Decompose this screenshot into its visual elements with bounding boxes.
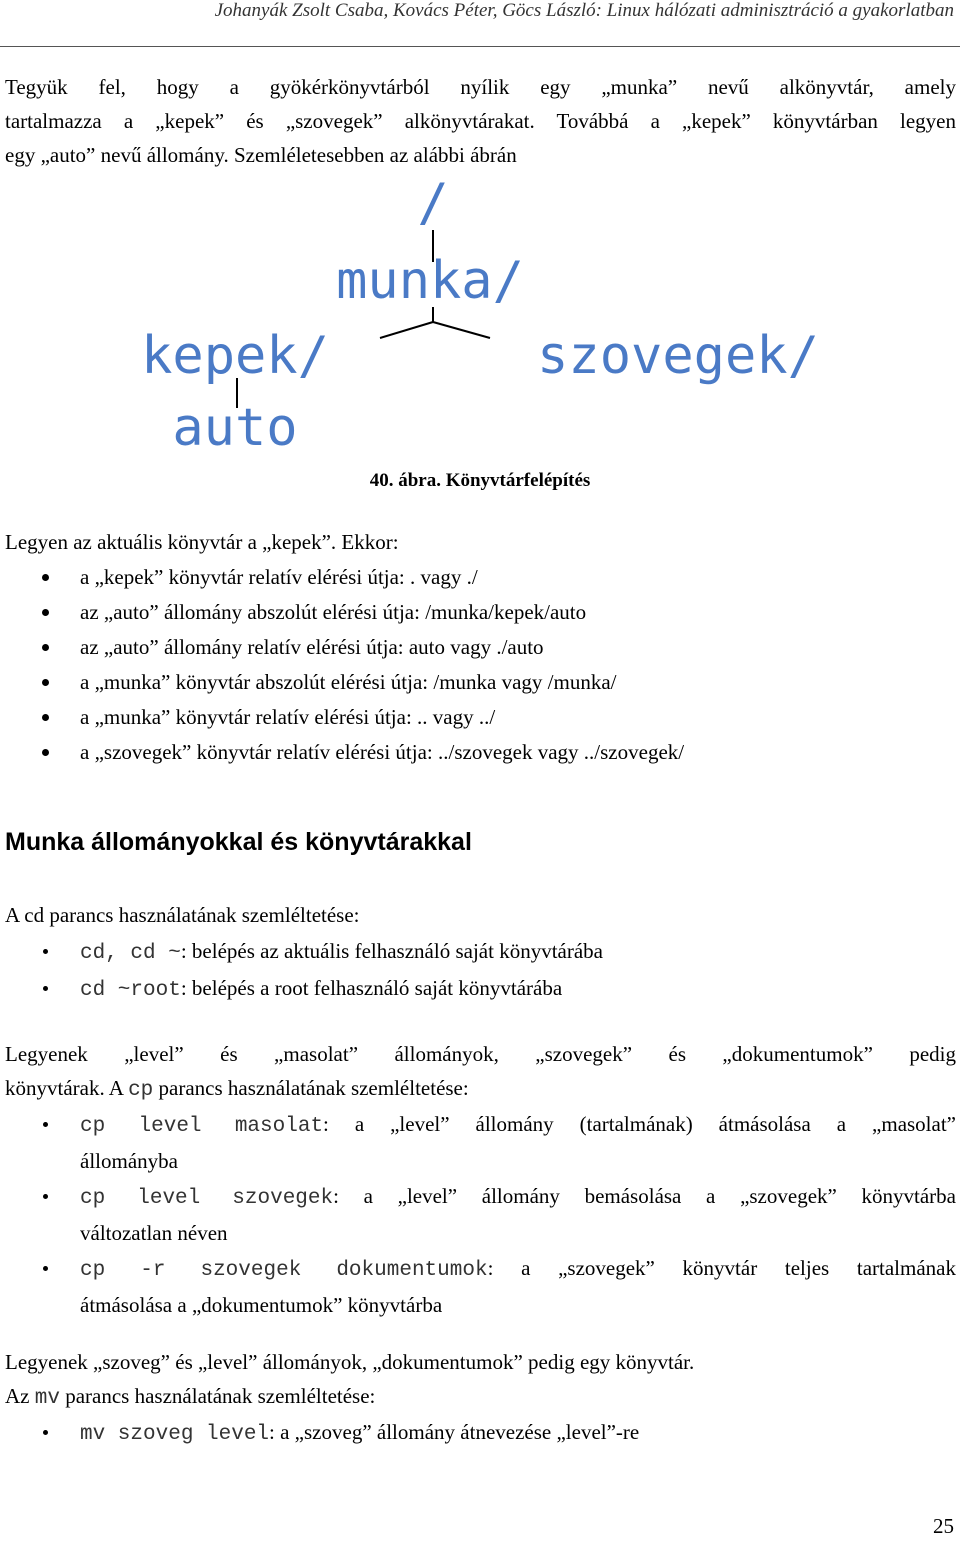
bullet-icon [42,644,49,651]
intro-line-2: tartalmazza a „kepek” és „szovegek” alkönyvtárakat. Továbbá a „kepek” könyvtárban legyen [5,109,956,133]
page-number: 25 [933,1514,954,1538]
node-auto: auto [172,398,298,455]
command-code: cd, cd ~ [80,942,181,965]
mv-list [80,1415,950,1452]
running-header [0,0,960,47]
node-szovegek: szovegek/ [537,326,819,386]
bullet-icon [42,714,49,721]
figure-caption: 40. ábra. Könyvtárfelépítés [369,470,591,491]
running-title: Johanyák Zsolt Csaba, Kovács Péter, Göcs László: Linux hálózati adminisztráció a gyakorlatban [214,0,954,21]
list-item: a „munka” könyvtár relatív elérési útja: .. vagy ../ [80,700,950,735]
list-item: cp -r szovegek dokumentumok: a „szovegek” könyvtár teljes tartalmának átmásolása a „dokumentumok” könyvtárba [80,1251,956,1323]
bullet-icon [42,574,49,581]
command-code: mv [34,1387,60,1410]
list-item: cd ~root: belépés a root felhasználó saját könyvtárába [80,971,950,1008]
list-item: cp level szovegek: a „level” állomány bemásolása a „szovegek” könyvtárba változatlan néven [80,1179,956,1251]
command-code: cp [128,1079,154,1102]
intro-line-3: egy „auto” nevű állomány. Szemléletesebben az alábbi ábrán [5,143,517,167]
cp-intro [5,1037,956,1108]
command-code: cp level szovegek [80,1187,334,1210]
list-item: cp level masolat: a „level” állomány (tartalmának) átmásolása a „masolat” állományba [80,1107,956,1179]
paths-intro: Legyen az aktuális könyvtár a „kepek”. Ekkor: [5,530,399,554]
mv-intro-line-1: Legyenek „szoveg” és „level” állományok, „dokumentumok” pedig egy könyvtár. [5,1350,695,1374]
bullet-icon [43,1430,48,1435]
cd-intro: A cd parancs használatának szemléltetése: [5,903,360,927]
list-item: az „auto” állomány relatív elérési útja: auto vagy ./auto [80,630,950,665]
command-code: mv szoveg level [80,1423,270,1446]
line-munka-kepek [380,322,433,338]
bullet-icon [43,949,48,954]
bullet-icon [43,1266,48,1271]
bullet-icon [42,679,49,686]
bullet-icon [42,609,49,616]
cd-list [80,934,950,1008]
list-item: a „kepek” könyvtár relatív elérési útja: . vagy ./ [80,560,950,595]
cp-list [80,1107,956,1323]
list-item: az „auto” állomány abszolút elérési útja: /munka/kepek/auto [80,595,950,630]
list-item: a „szovegek” könyvtár relatív elérési útja: ../szovegek vagy ../szovegek/ [80,735,950,770]
mv-intro [5,1345,956,1416]
mv-intro-line-2: Az mv parancs használatának szemléltetése: [5,1384,376,1410]
list-item: a „munka” könyvtár abszolút elérési útja: /munka vagy /munka/ [80,665,950,700]
command-code: cp level masolat [80,1115,324,1138]
bullet-icon [43,1194,48,1199]
list-item: cd, cd ~: belépés az aktuális felhasználó saját könyvtárába [80,934,950,971]
cp-intro-line-2: könyvtárak. A cp parancs használatának szemléltetése: [5,1076,469,1102]
command-code: cd ~root [80,979,181,1002]
directory-tree-diagram [130,180,840,455]
paths-list [80,560,950,770]
bullet-icon [43,1122,48,1127]
section-title: Munka állományokkal és könyvtárakkal [5,828,472,856]
intro-line-1: Tegyük fel, hogy a gyökérkönyvtárból nyílik egy „munka” nevű alkönyvtár, amely [5,75,956,99]
line-munka-szovegek [433,322,490,338]
bullet-icon [43,986,48,991]
node-kepek: kepek/ [141,326,329,386]
bullet-icon [42,749,49,756]
list-item: mv szoveg level: a „szoveg” állomány átnevezése „level”-re [80,1415,950,1452]
node-munka: munka/ [336,251,524,311]
cp-intro-line-1: Legyenek „level” és „masolat” állományok, „szovegek” és „dokumentumok” pedig [5,1042,956,1066]
command-code: cp -r szovegek dokumentumok [80,1259,488,1282]
node-root: / [417,180,449,233]
intro-paragraph [5,70,956,172]
